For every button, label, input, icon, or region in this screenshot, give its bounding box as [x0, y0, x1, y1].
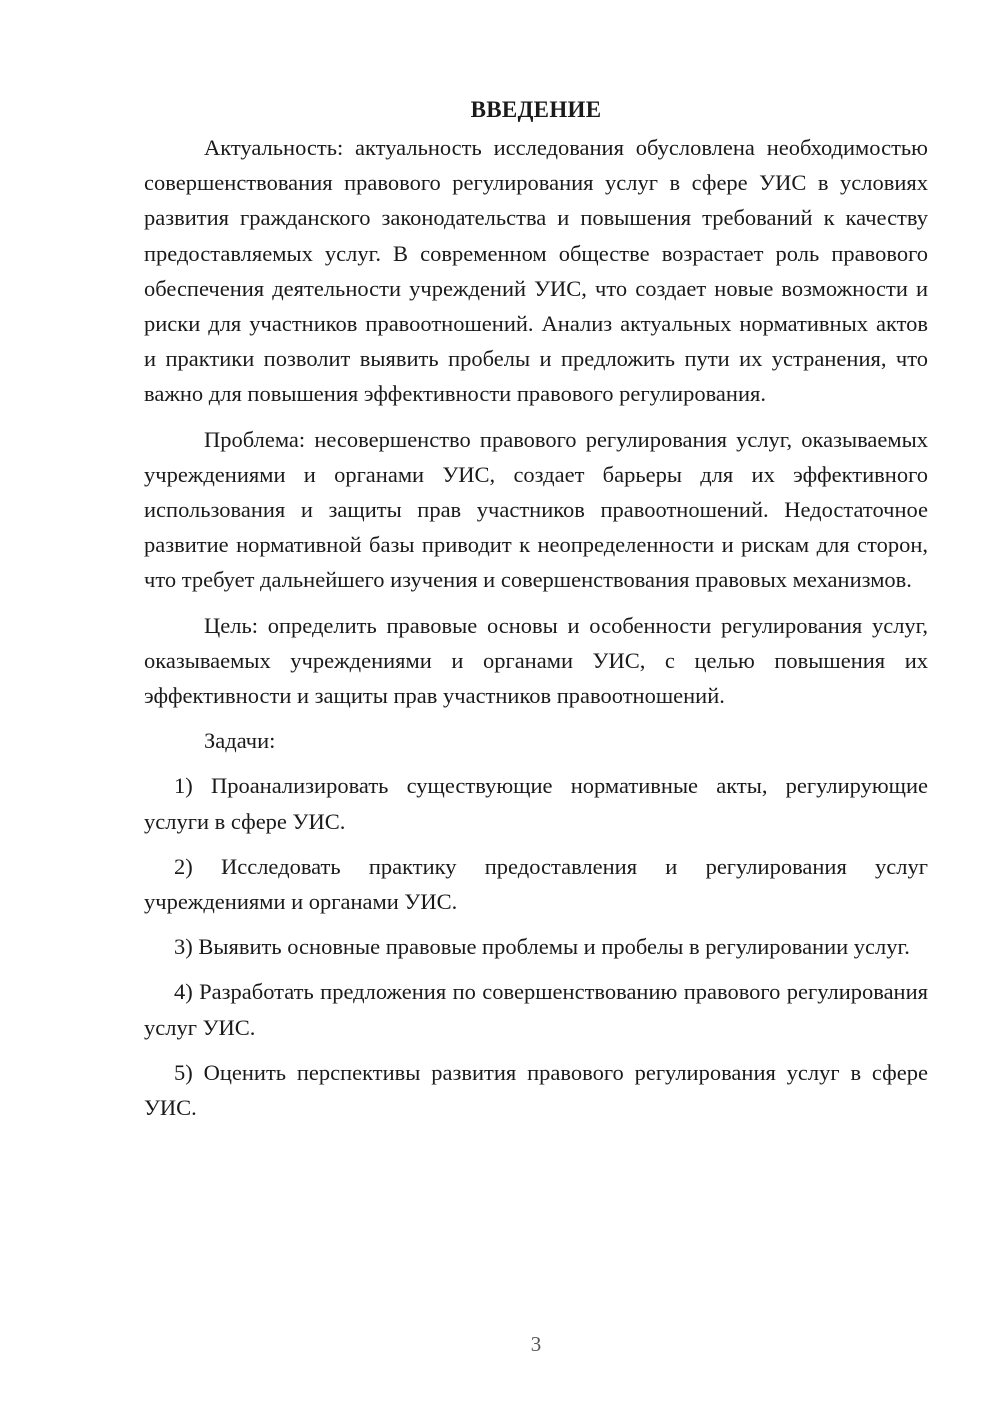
page-number: 3 — [530, 1332, 542, 1356]
document-page — [144, 92, 928, 1135]
tasks-label: Задачи: — [204, 728, 276, 754]
list-item: 4) Разработать предложения по совершенствованию правового регулирования услуг УИС. — [144, 979, 928, 1040]
page-title: ВВЕДЕНИЕ — [470, 97, 602, 122]
list-item: 1) Проанализировать существующие нормативные акты, регулирующие услуги в сфере УИС. — [144, 773, 928, 834]
paragraph-goal: Цель: определить правовые основы и особенности регулирования услуг, оказываемых учреждениями и органами УИС, с целью повышения их эффективности и защиты прав участников правоотношений. — [144, 612, 928, 709]
list-item: 2) Исследовать практику предоставления и регулирования услуг учреждениями и органами УИС. — [144, 853, 928, 915]
paragraph-problem: Проблема: несовершенство правового регулирования услуг, оказываемых учреждениями и органами УИС, создает барьеры для их эффективного использования и защиты прав участников правоотношений. Недостаточное развитие нормативной базы приводит к неопределенности и рискам для сторон, что требует дальнейшего изучения и совершенствования правовых механизмов. — [144, 426, 928, 593]
tasks-list — [144, 768, 928, 1125]
list-item: 3) Выявить основные правовые проблемы и пробелы в регулировании услуг. — [174, 934, 910, 960]
list-item: 5) Оценить перспективы развития правового регулирования услуг в сфере УИС. — [144, 1059, 928, 1121]
paragraph-relevance: Актуальность: актуальность исследования обусловлена необходимостью совершенствования правового регулирования услуг в сфере УИС в условиях развития гражданского законодательства и повышения требований к качеству предоставляемых услуг. В современном обществе возрастает роль правового обеспечения деятельности учреждений УИС, что создает новые возможности и риски для участников правоотношений. Анализ актуальных нормативных актов и практики позволит выявить пробелы и предложить пути их устранения, что важно для повышения эффективности правового регулирования. — [144, 135, 928, 407]
